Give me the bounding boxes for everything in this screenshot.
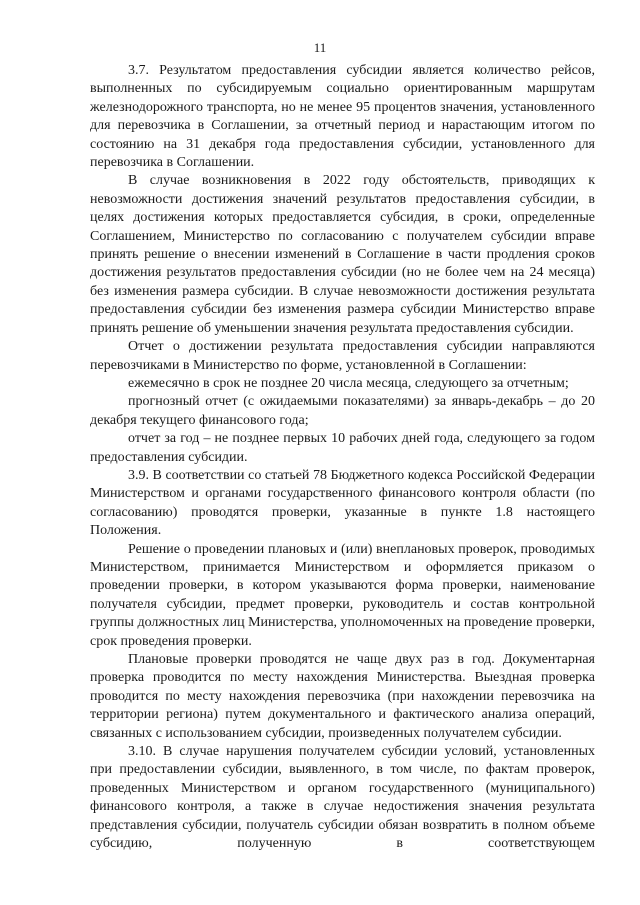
list-item-annual-report: отчет за год – не позднее первых 10 рабочих дней года, следующего за годом предоставления субсидии.: [90, 431, 595, 465]
page-number: 11: [313, 40, 327, 55]
document-body: [90, 62, 595, 853]
paragraph-3-10-violation: 3.10. В случае нарушения получателем субсидии условий, установленных при предоставлении субсидии, выявленного, в том числе, по фактам проверок, проведенных Министерством и органом государственного (муниципального) финансового контроля, а также в случае недостижения значения результата представления субсидии, получатель субсидии обязан возвратить в полном объеме субсидию, полученную в соответствующем: [90, 744, 595, 852]
paragraph-2022-circumstances: В случае возникновения в 2022 году обстоятельств, приводящих к невозможности достижения значений результатов предоставления субсидии, в целях достижения которых предоставляется субсидия, в сроки, определенные Соглашением, Министерство по согласованию с получателем субсидии вправе принять решение о внесении изменений в Соглашение в части продления сроков достижения результатов предоставления субсидии (но не более чем на 24 месяца) без изменения размера субсидии. В случае невозможности достижения результата предоставления субсидии без изменения размера субсидии Министерство вправе принять решение об уменьшении значения результата предоставления субсидии.: [90, 173, 595, 336]
paragraph-3-9-inspections: 3.9. В соответствии со статьей 78 Бюджетного кодекса Российской Федерации Министерством и органами государственного финансового контроля области (по согласованию) проводятся проверки, указанные в пункте 1.8 настоящего Положения.: [90, 467, 595, 539]
paragraph-inspection-decision: Решение о проведении плановых и (или) внеплановых проверок, проводимых Министерством, принимается Министерством и оформляется приказом о проведении проверки, в котором указываются форма проверки, наименование получателя субсидии, предмет проверки, руководитель и состав контрольной группы должностных лиц Министерства, уполномоченных на проведение проверки, срок проведения проверки.: [90, 541, 596, 649]
list-item-monthly-report: ежемесячно в срок не позднее 20 числа месяца, следующего за отчетным;: [128, 375, 569, 391]
paragraph-3-7-result: 3.7. Результатом предоставления субсидии является количество рейсов, выполненных по субсидируемым социально ориентированным маршрутам железнодорожного транспорта, но не менее 95 процентов значения, установленного для перевозчика в Соглашении, за отчетный период и нарастающим итогом по состоянию на 31 декабря года предоставления субсидии, установленного для перевозчика в Соглашении.: [90, 63, 595, 171]
paragraph-planned-inspections: Плановые проверки проводятся не чаще двух раз в год. Документарная проверка проводится по месту нахождения Министерства. Выездная проверка проводится по месту нахождения перевозчика (при нахождении перевозчика на территории региона) путем документального и фактического анализа операций, связанных с использованием субсидии, произведенных получателем субсидии.: [90, 652, 595, 741]
paragraph-report-submission: Отчет о достижении результата предоставления субсидии направляются перевозчиками в Министерство по форме, установленной в Соглашении:: [90, 339, 595, 373]
list-item-forecast-report: прогнозный отчет (с ожидаемыми показателями) за январь-декабрь – до 20 декабря текущего финансового года;: [90, 394, 595, 428]
